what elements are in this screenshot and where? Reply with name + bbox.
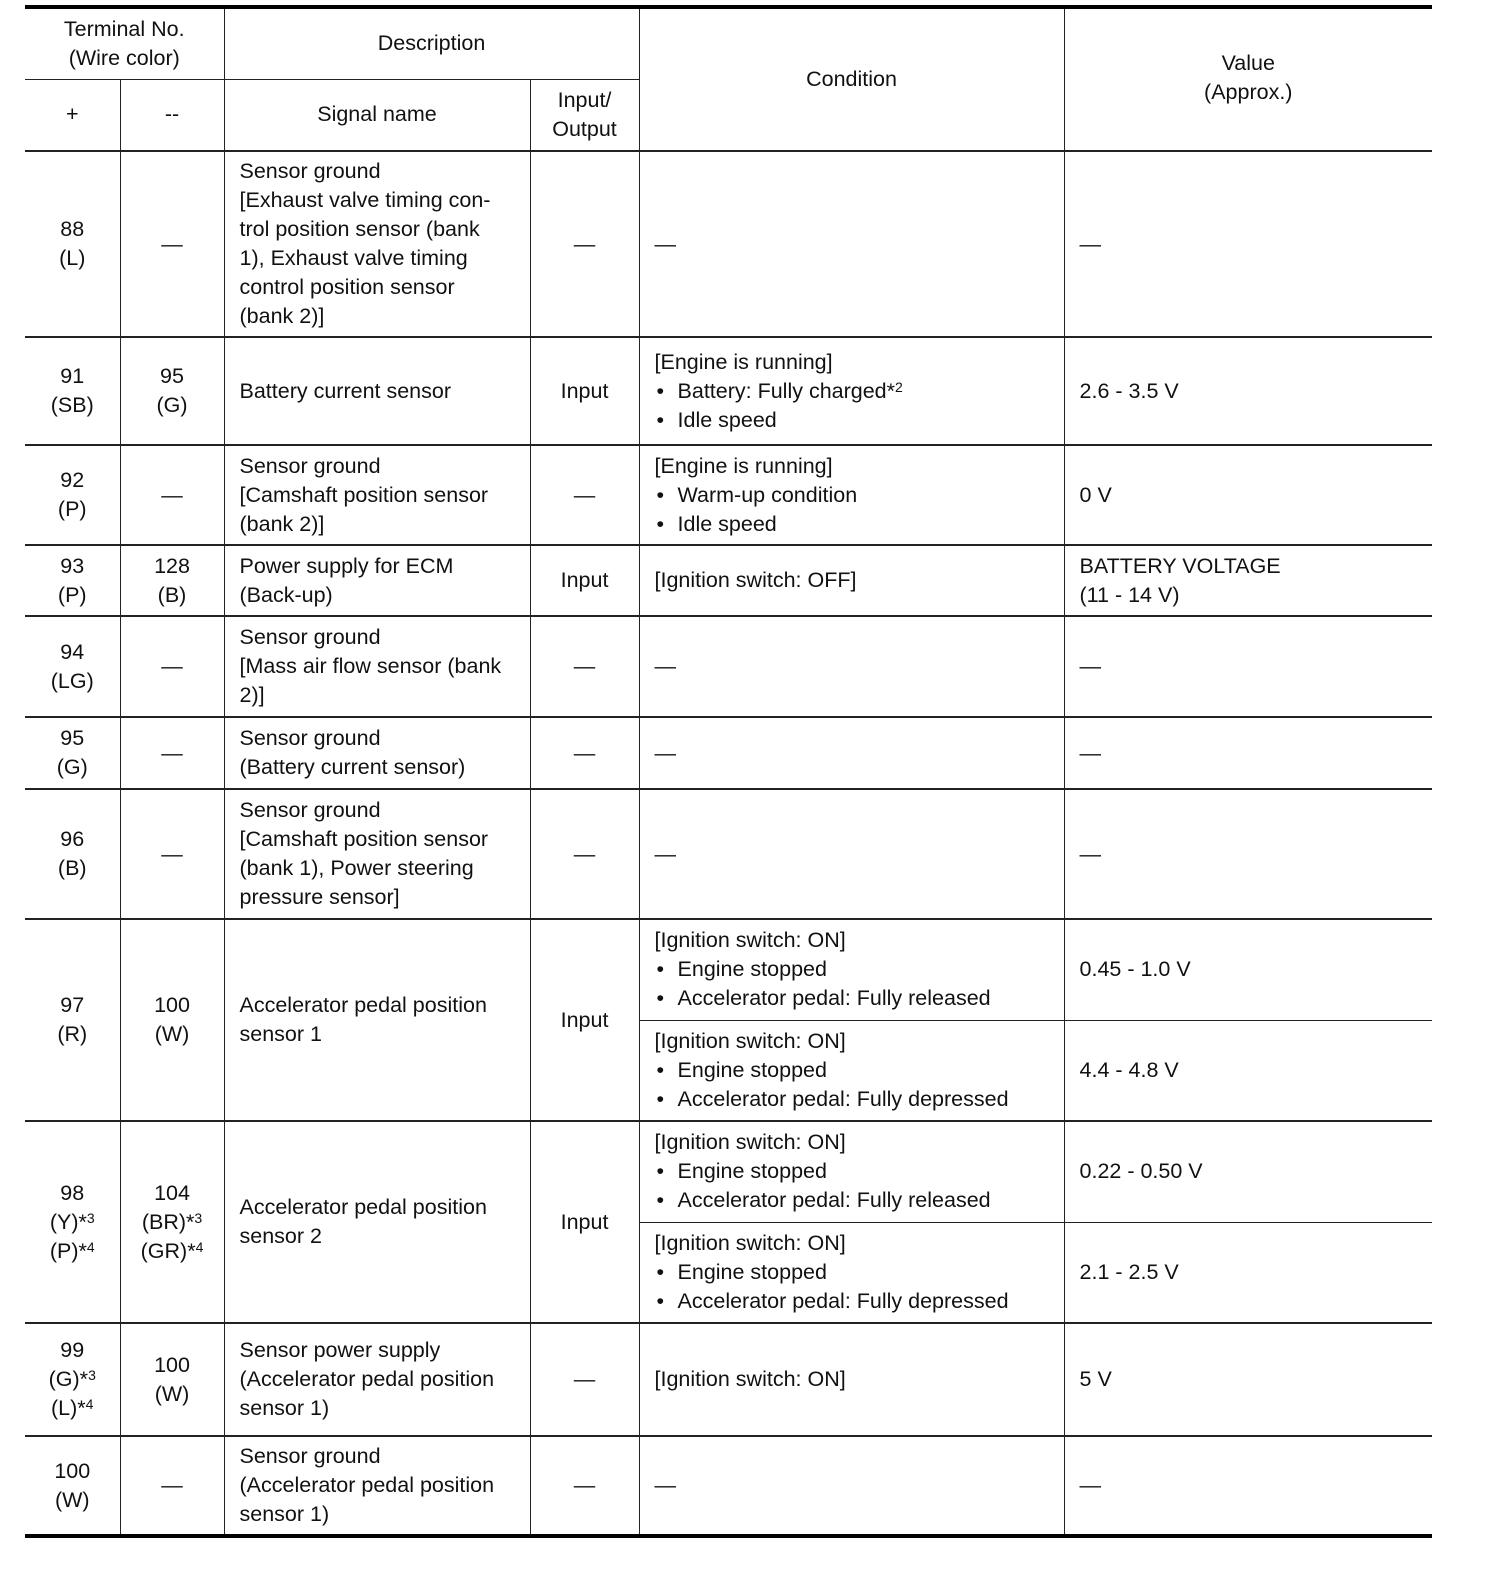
plus-terminal: 96 (B) <box>25 789 120 919</box>
list-item: • Accelerator pedal: Fully depressed <box>655 1085 1058 1114</box>
header-value: Value (Approx.) <box>1064 7 1432 151</box>
minus-terminal: 128 (B) <box>120 545 224 616</box>
signal-name: Accelerator pedal position sensor 2 <box>224 1121 530 1323</box>
list-item: • Engine stopped <box>655 1056 1058 1085</box>
io-type: Input <box>530 919 639 1121</box>
value: — <box>1064 789 1432 919</box>
list-item: • Engine stopped <box>655 1258 1058 1287</box>
value: 4.4 - 4.8 V <box>1064 1020 1432 1121</box>
plus-terminal: 88 (L) <box>25 151 120 337</box>
io-type: — <box>530 1323 639 1436</box>
minus-terminal: — <box>120 445 224 545</box>
condition: [Engine is running] • Battery: Fully charged*$^2$ • Idle speed <box>639 337 1064 445</box>
condition: — <box>639 1436 1064 1536</box>
minus-terminal: — <box>120 789 224 919</box>
io-type: Input <box>530 545 639 616</box>
plus-terminal: 97 (R) <box>25 919 120 1121</box>
table-row <box>25 1323 1432 1436</box>
table-row <box>25 789 1432 919</box>
ecm-terminal-table-page <box>25 5 1432 1538</box>
minus-terminal: 100 (W) <box>120 919 224 1121</box>
list-item: • Battery: Fully charged*$^2$ <box>655 377 1058 406</box>
list-item: • Idle speed <box>655 510 1058 539</box>
signal-name: Sensor ground [Mass air flow sensor (bank 2)] <box>224 616 530 717</box>
table-row <box>25 545 1432 616</box>
table-row <box>25 1436 1432 1536</box>
io-type: — <box>530 717 639 789</box>
plus-terminal: 100 (W) <box>25 1436 120 1536</box>
list-item: • Accelerator pedal: Fully depressed <box>655 1287 1058 1316</box>
plus-terminal: 91 (SB) <box>25 337 120 445</box>
condition: [Ignition switch: ON] <box>639 1323 1064 1436</box>
io-type: — <box>530 616 639 717</box>
minus-terminal: 95 (G) <box>120 337 224 445</box>
signal-name: Sensor ground [Camshaft position sensor (bank 1), Power steering pressure sensor] <box>224 789 530 919</box>
signal-name: Power supply for ECM (Back-up) <box>224 545 530 616</box>
signal-name: Sensor ground [Exhaust valve timing con- trol position sensor (bank 1), Exhaust valve timing control position sensor (bank 2)] <box>224 151 530 337</box>
condition: — <box>639 616 1064 717</box>
table-row <box>25 337 1432 445</box>
minus-terminal: — <box>120 1436 224 1536</box>
header-condition: Condition <box>639 7 1064 151</box>
io-type: — <box>530 445 639 545</box>
value: — <box>1064 616 1432 717</box>
minus-terminal: — <box>120 717 224 789</box>
value: — <box>1064 151 1432 337</box>
value: — <box>1064 1436 1432 1536</box>
condition: [Ignition switch: ON] • Engine stopped • Accelerator pedal: Fully depressed <box>639 1020 1064 1121</box>
value: 2.1 - 2.5 V <box>1064 1222 1432 1323</box>
list-item: • Engine stopped <box>655 1157 1058 1186</box>
value: 0 V <box>1064 445 1432 545</box>
value: 5 V <box>1064 1323 1432 1436</box>
io-type: — <box>530 789 639 919</box>
io-type: — <box>530 151 639 337</box>
minus-terminal: 100 (W) <box>120 1323 224 1436</box>
condition: [Ignition switch: ON] • Engine stopped • Accelerator pedal: Fully depressed <box>639 1222 1064 1323</box>
plus-terminal: 95 (G) <box>25 717 120 789</box>
io-type: Input <box>530 1121 639 1323</box>
value: BATTERY VOLTAGE (11 - 14 V) <box>1064 545 1432 616</box>
io-type: — <box>530 1436 639 1536</box>
minus-terminal: 104 (BR)*$^3$ (GR)*$^4$ <box>120 1121 224 1323</box>
list-item: • Accelerator pedal: Fully released <box>655 984 1058 1013</box>
plus-terminal: 99 (G)*$^3$ (L)*$^4$ <box>25 1323 120 1436</box>
condition: [Ignition switch: ON] • Engine stopped • Accelerator pedal: Fully released <box>639 1121 1064 1222</box>
list-item: • Idle speed <box>655 406 1058 435</box>
header-signal-name: Signal name <box>224 79 530 151</box>
table-row <box>25 445 1432 545</box>
condition: [Ignition switch: OFF] <box>639 545 1064 616</box>
signal-name: Accelerator pedal position sensor 1 <box>224 919 530 1121</box>
signal-name: Battery current sensor <box>224 337 530 445</box>
value: 0.22 - 0.50 V <box>1064 1121 1432 1222</box>
table-row <box>25 616 1432 717</box>
condition: [Ignition switch: ON] • Engine stopped • Accelerator pedal: Fully released <box>639 919 1064 1020</box>
plus-terminal: 93 (P) <box>25 545 120 616</box>
condition: — <box>639 789 1064 919</box>
value: 0.45 - 1.0 V <box>1064 919 1432 1020</box>
plus-terminal: 92 (P) <box>25 445 120 545</box>
condition: — <box>639 151 1064 337</box>
header-plus: + <box>25 79 120 151</box>
plus-terminal: 94 (LG) <box>25 616 120 717</box>
value: — <box>1064 717 1432 789</box>
io-type: Input <box>530 337 639 445</box>
list-item: • Accelerator pedal: Fully released <box>655 1186 1058 1215</box>
signal-name: Sensor power supply (Accelerator pedal position sensor 1) <box>224 1323 530 1436</box>
signal-name: Sensor ground [Camshaft position sensor (bank 2)] <box>224 445 530 545</box>
value: 2.6 - 3.5 V <box>1064 337 1432 445</box>
header-minus: -- <box>120 79 224 151</box>
header-terminal-no: Terminal No. (Wire color) <box>25 7 224 79</box>
minus-terminal: — <box>120 616 224 717</box>
table-row <box>25 919 1432 1020</box>
minus-terminal: — <box>120 151 224 337</box>
table-row <box>25 1121 1432 1222</box>
signal-name: Sensor ground (Accelerator pedal position sensor 1) <box>224 1436 530 1536</box>
list-item: • Warm-up condition <box>655 481 1058 510</box>
condition: — <box>639 717 1064 789</box>
header-input-output: Input/ Output <box>530 79 639 151</box>
plus-terminal: 98 (Y)*$^3$ (P)*$^4$ <box>25 1121 120 1323</box>
table-row <box>25 151 1432 337</box>
signal-name: Sensor ground (Battery current sensor) <box>224 717 530 789</box>
list-item: • Engine stopped <box>655 955 1058 984</box>
condition: [Engine is running] • Warm-up condition • Idle speed <box>639 445 1064 545</box>
table-row <box>25 717 1432 789</box>
terminal-table <box>25 5 1432 1538</box>
header-description: Description <box>224 7 639 79</box>
